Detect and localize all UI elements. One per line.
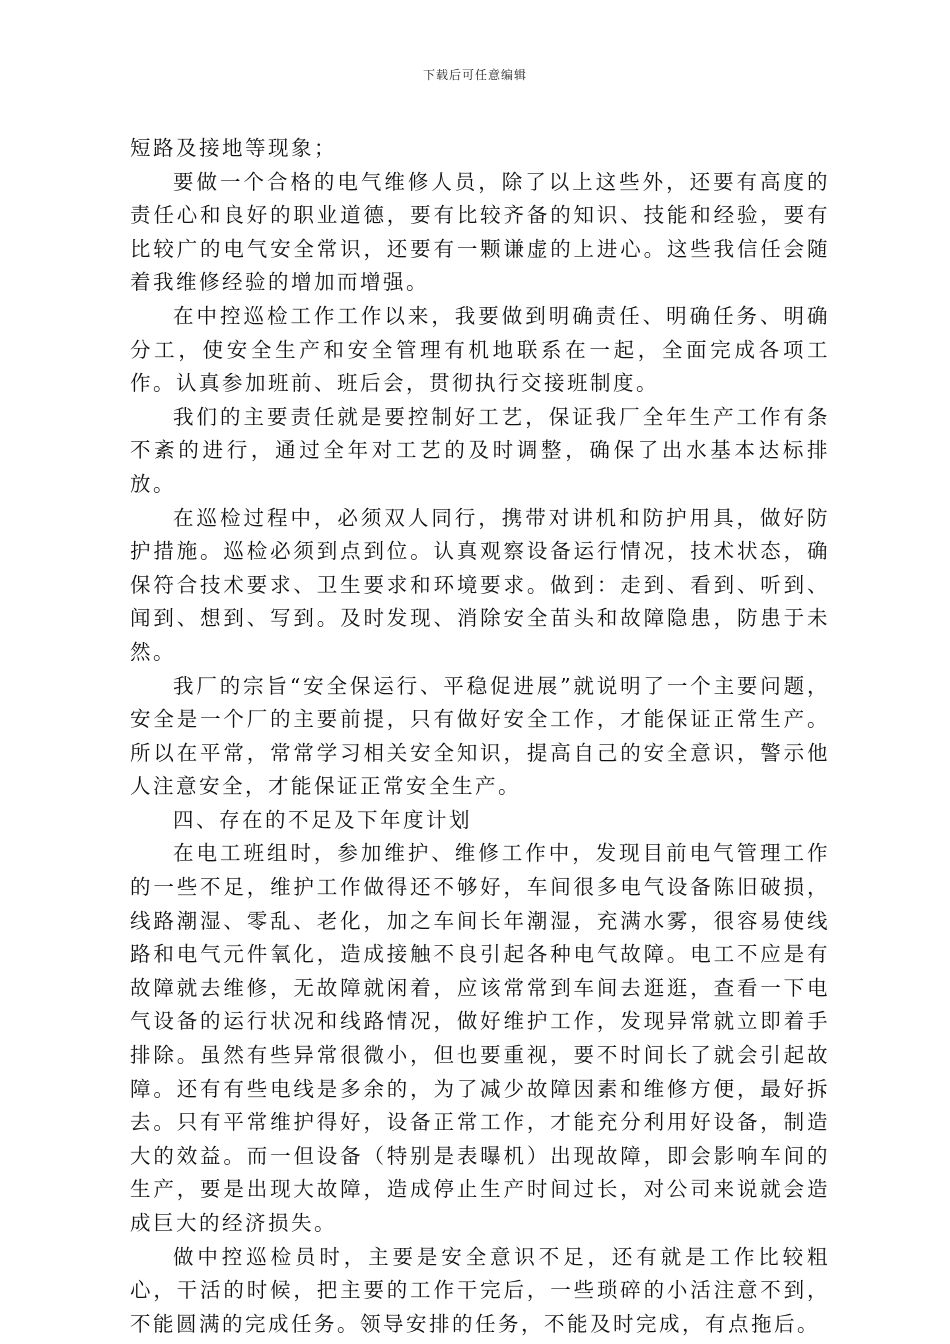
page-header: 下载后可任意编辑 xyxy=(422,68,527,82)
section-heading-shortcomings: 四、存在的不足及下年度计划 xyxy=(173,807,473,832)
paragraph-continuation: 短路及接地等现象； xyxy=(130,136,337,160)
document-body xyxy=(130,132,830,1341)
paragraph-qualified-electrician: 要做一个合格的电气维修人员，除了以上这些外，还要有高度的责任心和良好的职业道德，要有比较齐备的知识、技能和经验，要有比较广的电气安全常识，还要有一颗谦虚的上进心。这些我信任会随着我维修经验的增加而增强。 xyxy=(130,169,830,295)
paragraph-inspection-process: 在巡检过程中，必须双人同行，携带对讲机和防护用具，做好防护措施。巡检必须到点到位。认真观察设备运行情况，技术状态，确保符合技术要求、卫生要求和环境要求。做到：走到、看到、听到、闻到、想到、写到。及时发现、消除安全苗头和故障隐患，防患于未然。 xyxy=(130,505,830,664)
paragraph-plant-purpose: 我厂的宗旨“安全保运行、平稳促进展”就说明了一个主要问题，安全是一个厂的主要前提，只有做好安全工作，才能保证正常生产。所以在平常，常常学习相关安全知识，提高自己的安全意识，警示他人注意安全，才能保证正常安全生产。 xyxy=(130,673,830,799)
paragraph-control-inspector: 做中控巡检员时，主要是安全意识不足，还有就是工作比较粗心，干活的时候，把主要的工作干完后，一些琐碎的小活注意不到，不能圆满的完成任务。领导安排的任务，不能及时完成，有点拖后。 xyxy=(130,1244,830,1336)
paragraph-main-responsibility: 我们的主要责任就是要控制好工艺，保证我厂全年生产工作有条不紊的进行，通过全年对工艺的及时调整，确保了出水基本达标排放。 xyxy=(130,404,830,496)
paragraph-control-inspection: 在中控巡检工作工作以来，我要做到明确责任、明确任务、明确分工，使安全生产和安全管理有机地联系在一起，全面完成各项工作。认真参加班前、班后会，贯彻执行交接班制度。 xyxy=(130,303,830,396)
paragraph-electrical-team: 在电工班组时，参加维护、维修工作中，发现目前电气管理工作的一些不足，维护工作做得还不够好，车间很多电气设备陈旧破损，线路潮湿、零乱、老化，加之车间长年潮湿，充满水雾，很容易使线路和电气元件氧化，造成接触不良引起各种电气故障。电工不应是有故障就去维修，无故障就闲着，应该常常到车间去逛逛，查看一下电气设备的运行状况和线路情况，做好维护工作，发现异常就立即着手排除。虽然有些异常很微小，但也要重视，要不时间长了就会引起故障。还有有些电线是多余的，为了减少故障因素和维修方便，最好拆去。只有平常维护得好，设备正常工作，才能充分利用好设备，制造大的效益。而一但设备（特别是表曝机）出现故障，即会影响车间的生产，要是出现大故障，造成停止生产时间过长，对公司来说就会造成巨大的经济损失。 xyxy=(130,841,830,1235)
